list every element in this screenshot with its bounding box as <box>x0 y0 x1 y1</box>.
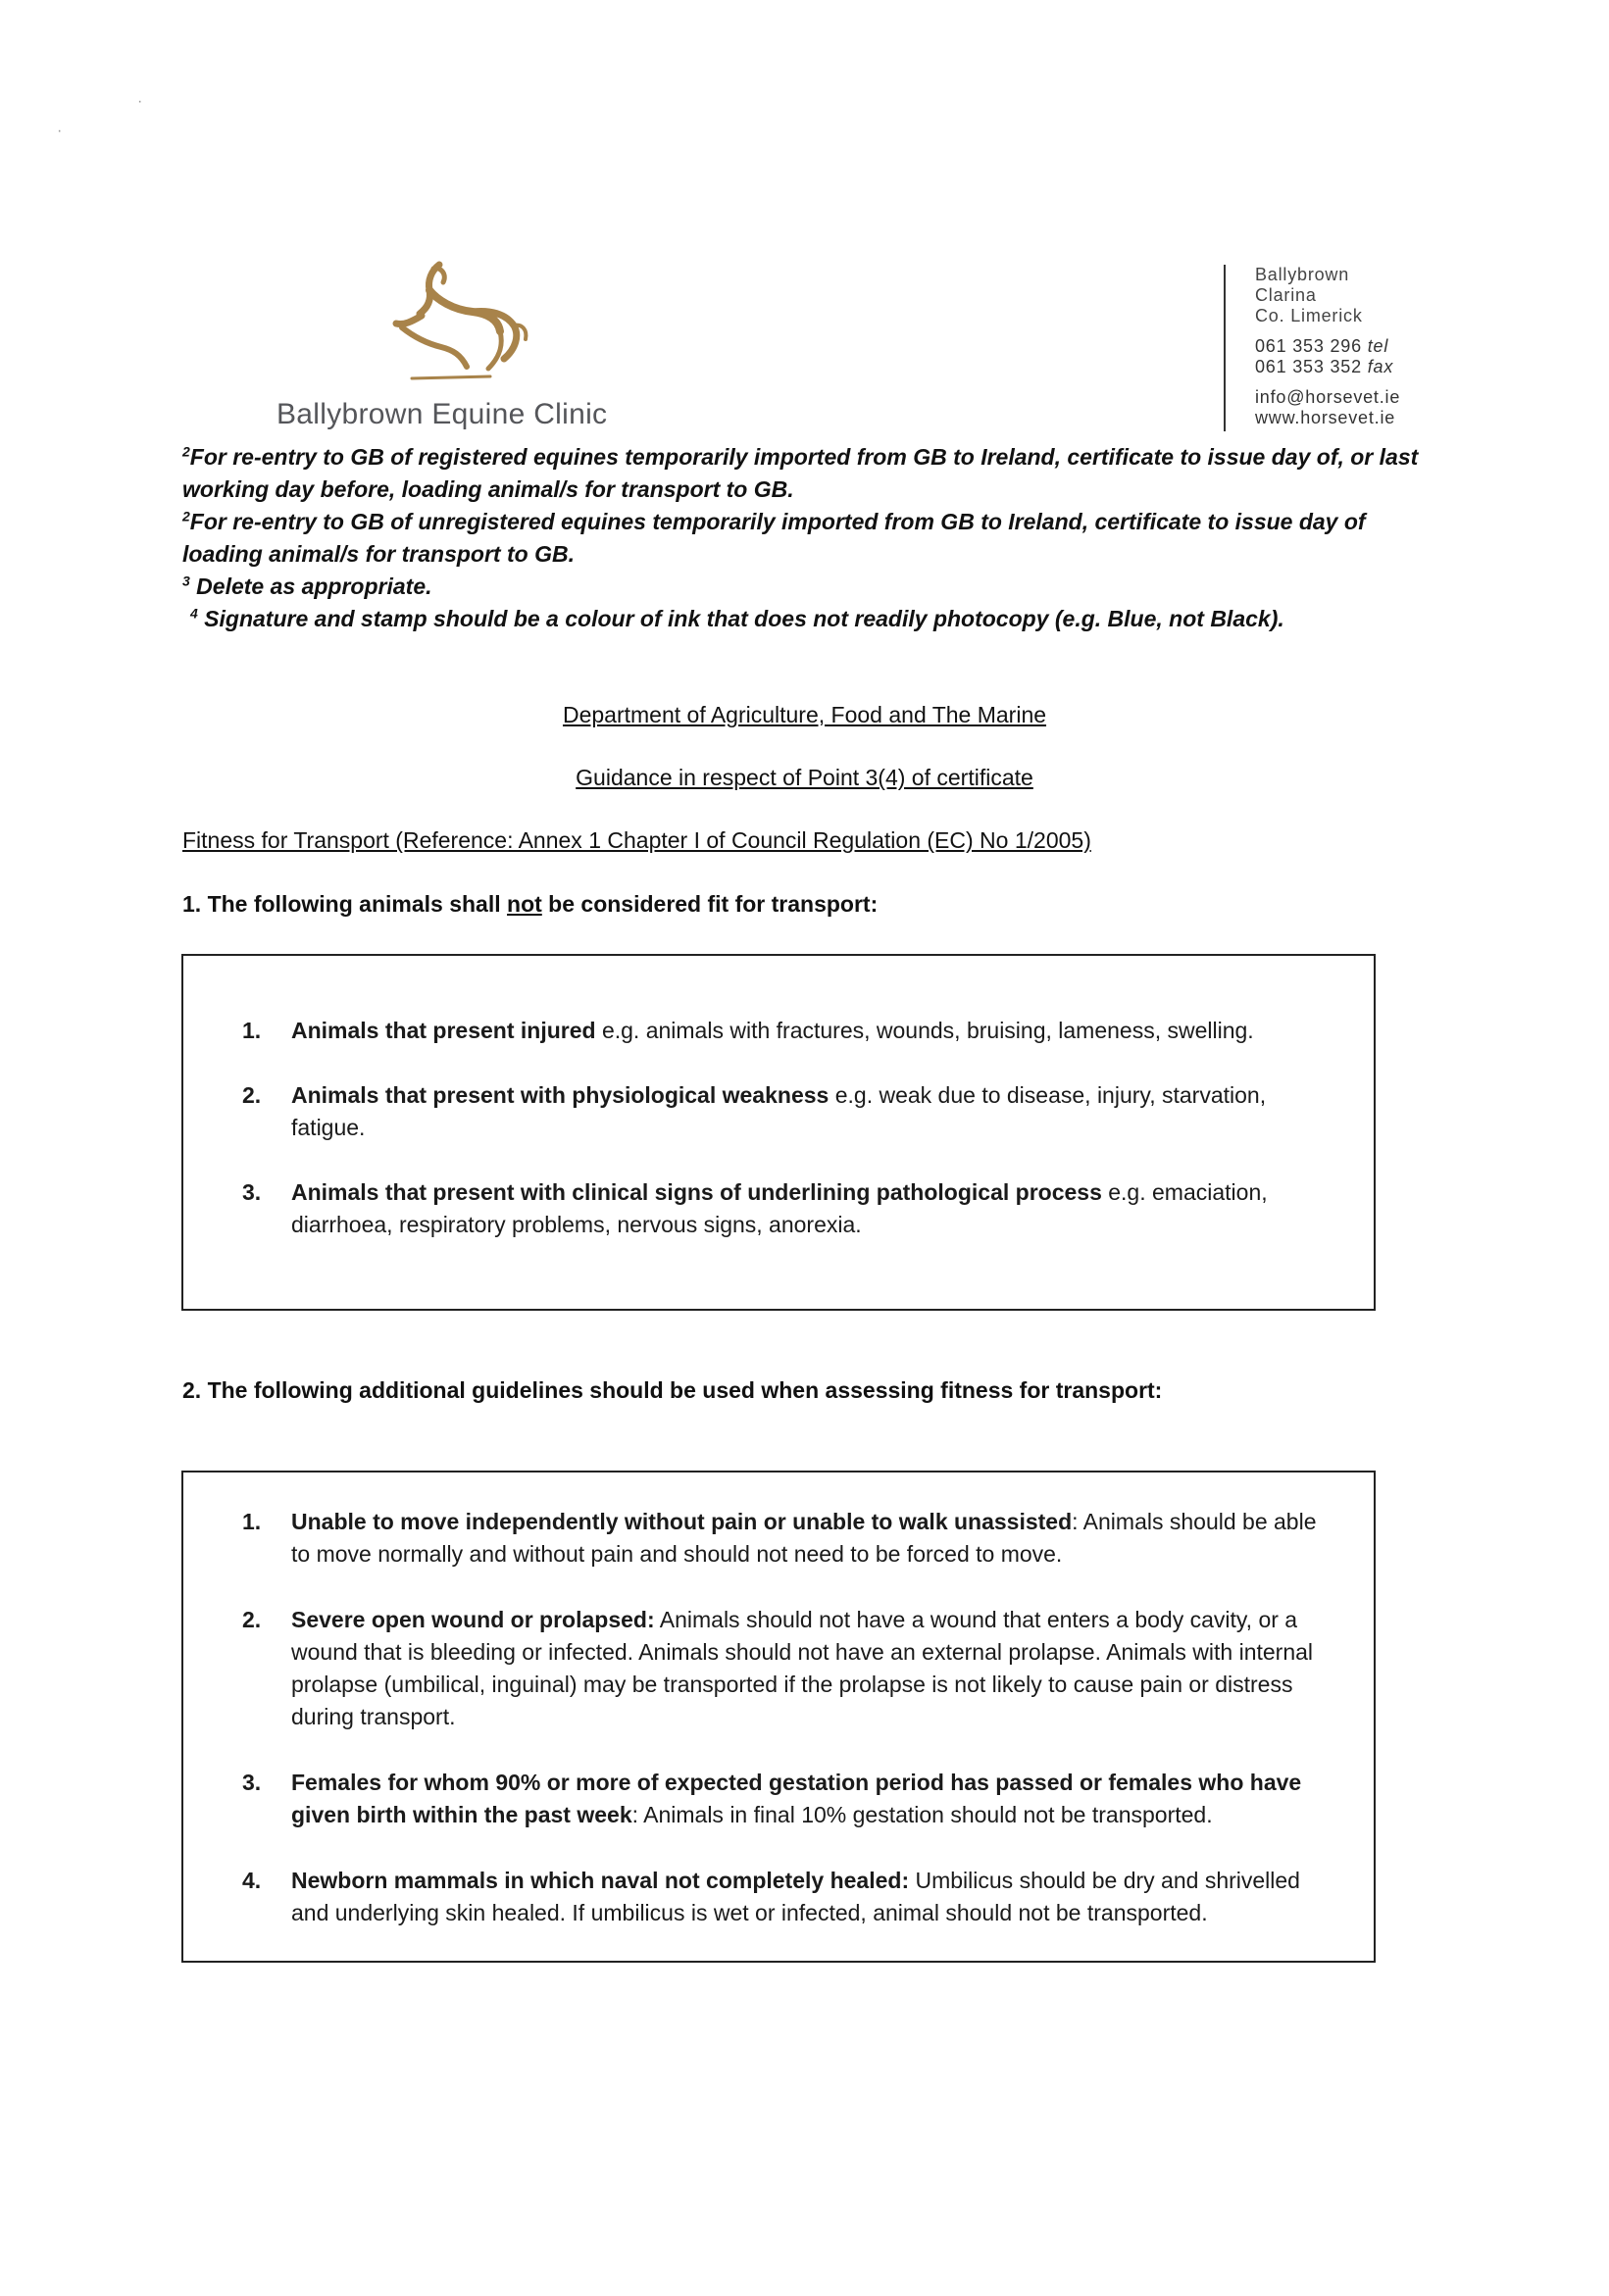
scan-speck: · <box>57 123 63 139</box>
fax-number: 061 353 352 <box>1255 357 1362 376</box>
footnotes <box>182 441 1447 635</box>
tel-label: tel <box>1367 336 1389 356</box>
list-item: 1. Unable to move independently without pain or unable to walk unassisted: Animals should be able to move normally and without pain and should not need to be forced to move. <box>242 1509 1317 1567</box>
list-item: 3. Females for whom 90% or more of expected gestation period has passed or females who have given birth within the past week: Animals in final 10% gestation should not be transported. <box>242 1770 1302 1827</box>
footnote: $^2$For re-entry to GB of registered equines temporarily imported from GB to Ireland, certificate to issue day of, or last working day before, loading animal/s for transport to GB. <box>182 443 1419 502</box>
list-item: 3. Animals that present with clinical signs of underlining pathological process e.g. emaciation, diarrhoea, respiratory problems, nervous signs, anorexia. <box>242 1179 1268 1237</box>
guidelines-box <box>181 1471 1376 1963</box>
clinic-name: Ballybrown Equine Clinic <box>277 398 608 430</box>
email-link[interactable]: info@horsevet.ie <box>1255 387 1401 407</box>
address-line: Co. Limerick <box>1255 306 1363 325</box>
footnote: $^3$ Delete as appropriate. <box>182 573 432 599</box>
footnote: $^4$ Signature and stamp should be a colour of ink that does not readily photocopy (e.g. Blue, not Black). <box>190 605 1284 631</box>
department-heading: Department of Agriculture, Food and The Marine <box>562 702 1047 727</box>
phone-line <box>1255 336 1400 357</box>
list-item: 2. Severe open wound or prolapsed: Animals should not have a wound that enters a body cavity, or a wound that is bleeding or infected. Animals should not have an external prolapse. Animals with internal prolapse (umbilical, inguinal) may be transported if the prolapse is not likely to cause pain or distress during transport. <box>242 1607 1314 1729</box>
list-item: 4. Newborn mammals in which naval not completely healed: Umbilicus should be dry and shrivelled and underlying skin healed. If umbilicus is wet or infected, animal should not be transported. <box>242 1868 1300 1925</box>
contact-block <box>1224 265 1400 431</box>
tel-number: 061 353 296 <box>1255 336 1362 356</box>
address-line: Ballybrown <box>1255 265 1350 284</box>
fax-line <box>1255 357 1400 377</box>
section1-title: 1. The following animals shall not be considered fit for transport: <box>182 891 879 917</box>
address-line: Clarina <box>1255 285 1317 305</box>
list-item: 1. Animals that present injured e.g. animals with fractures, wounds, bruising, lameness, swelling. <box>242 1018 1254 1043</box>
guidelines-list <box>242 1506 1321 1963</box>
website-link[interactable]: www.horsevet.ie <box>1255 408 1396 427</box>
footnote: $^2$For re-entry to GB of unregistered equines temporarily imported from GB to Ireland, certificate to issue day of loading animal/s for transport to GB. <box>182 508 1366 567</box>
scan-speck: · <box>137 93 143 110</box>
horse-logo-icon <box>382 257 539 394</box>
fitness-heading: Fitness for Transport (Reference: Annex 1 Chapter I of Council Regulation (EC) No 1/2005) <box>182 827 1091 853</box>
list-item: 2. Animals that present with physiological weakness e.g. weak due to disease, injury, starvation, fatigue. <box>242 1082 1267 1140</box>
section2-title: 2. The following additional guidelines should be used when assessing fitness for transport: <box>182 1377 1163 1403</box>
guidance-heading: Guidance in respect of Point 3(4) of certificate <box>576 765 1033 790</box>
unfit-animals-box <box>181 954 1376 1311</box>
fax-label: fax <box>1367 357 1394 376</box>
unfit-animals-list <box>242 1015 1321 1273</box>
